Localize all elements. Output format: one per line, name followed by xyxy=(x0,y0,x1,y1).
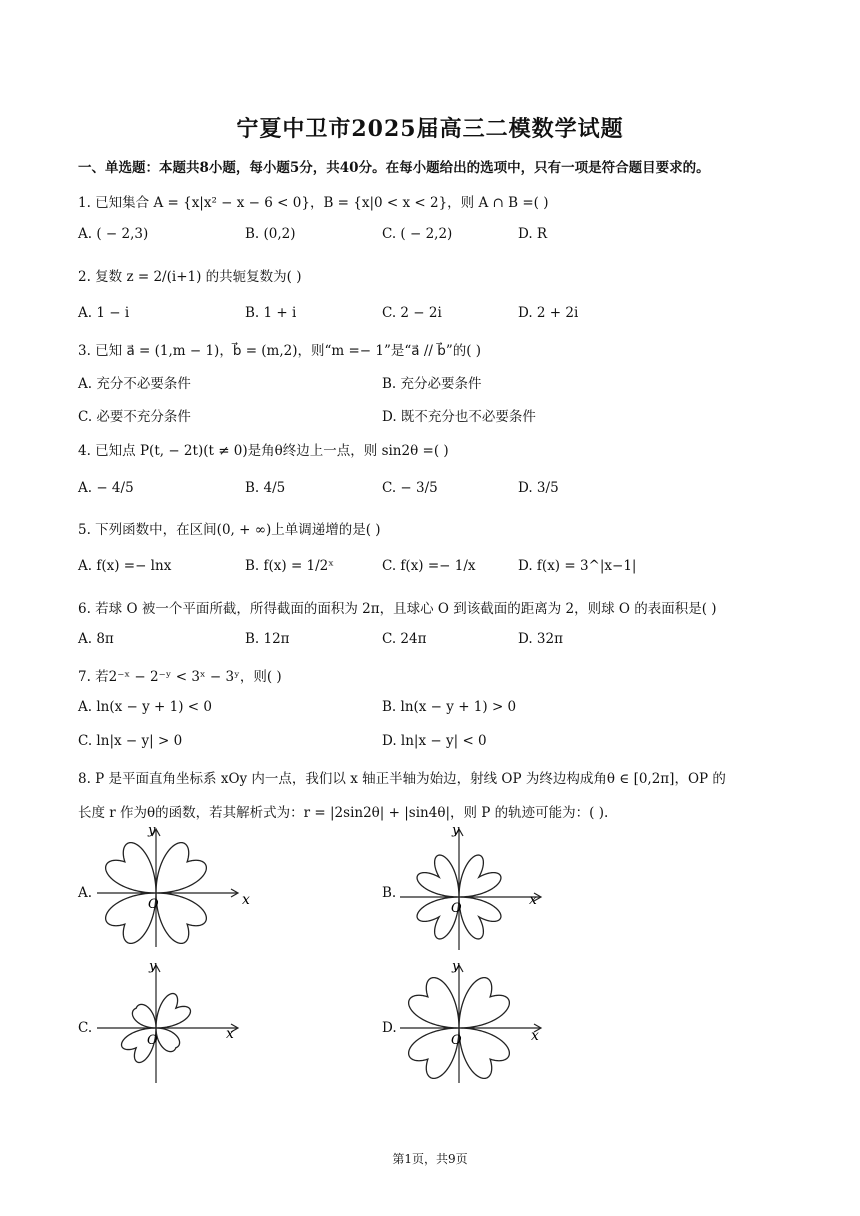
question-8-figure-d xyxy=(395,958,555,1093)
x-axis-label: x xyxy=(242,892,250,908)
x-axis-label: x xyxy=(531,1028,539,1044)
question-8-option-d: D. xyxy=(382,1020,397,1036)
question-6-option-b: B. 12π xyxy=(245,631,290,647)
question-4-option-d: D. 3/5 xyxy=(518,480,559,496)
question-5-stem: 5. 下列函数中，在区间(0, + ∞)上单调递增的是( ) xyxy=(78,522,381,538)
question-2-option-a: A. 1 − i xyxy=(78,305,130,321)
question-1-option-b: B. (0,2) xyxy=(245,226,296,242)
origin-label: O xyxy=(147,1033,158,1048)
page-title: 宁夏中卫市2025届高三二模数学试题 xyxy=(236,116,624,142)
question-7-stem: 7. 若2⁻ˣ − 2⁻ʸ < 3ˣ − 3ʸ，则( ) xyxy=(78,669,282,685)
origin-label: O xyxy=(451,901,462,916)
question-3-option-b: B. 充分必要条件 xyxy=(382,376,482,392)
question-8-option-b: B. xyxy=(382,885,397,901)
question-4-option-b: B. 4/5 xyxy=(245,480,286,496)
y-axis-label: y xyxy=(452,823,460,838)
y-axis-label: y xyxy=(452,959,460,974)
question-8-figure-c xyxy=(92,958,252,1093)
question-6-option-a: A. 8π xyxy=(78,631,114,647)
question-5-option-b: B. f(x) = 1/2ˣ xyxy=(245,558,334,574)
question-6-option-d: D. 32π xyxy=(518,631,563,647)
question-1-stem: 1. 已知集合 A = {x|x² − x − 6 < 0}，B = {x|0 < x < 2}，则 A ∩ B =( ) xyxy=(78,195,549,211)
x-axis-label: x xyxy=(529,892,537,908)
question-1-option-a: A. ( − 2,3) xyxy=(78,226,149,242)
question-2-option-d: D. 2 + 2i xyxy=(518,305,579,321)
page-footer: 第1页，共9页 xyxy=(392,1152,468,1166)
question-3-option-d: D. 既不充分也不必要条件 xyxy=(382,409,536,425)
question-5-option-d: D. f(x) = 3^|x−1| xyxy=(518,558,637,574)
question-8-option-c: C. xyxy=(78,1020,93,1036)
question-5-option-c: C. f(x) =− 1/x xyxy=(382,558,476,574)
origin-label: O xyxy=(148,897,159,912)
question-8-stem-line-2: 长度 r 作为θ的函数，若其解析式为：r = |2sin2θ| + |sin4θ|，则 P 的轨迹可能为：( ). xyxy=(78,805,609,821)
question-6-stem: 6. 若球 O 被一个平面所截，所得截面的面积为 2π，且球心 O 到该截面的距离为 2，则球 O 的表面积是( ) xyxy=(78,601,717,617)
question-4-option-a: A. − 4/5 xyxy=(78,480,134,496)
question-6-option-c: C. 24π xyxy=(382,631,427,647)
question-8-figure-a xyxy=(92,822,252,957)
y-axis-label: y xyxy=(149,959,157,974)
question-3-option-a: A. 充分不必要条件 xyxy=(78,376,191,392)
question-2-option-c: C. 2 − 2i xyxy=(382,305,442,321)
question-4-option-c: C. − 3/5 xyxy=(382,480,438,496)
question-8-figure-b xyxy=(395,822,555,957)
question-2-stem: 2. 复数 z = 2/(i+1) 的共轭复数为( ) xyxy=(78,269,302,285)
question-7-option-c: C. ln|x − y| > 0 xyxy=(78,733,183,749)
question-1-option-c: C. ( − 2,2) xyxy=(382,226,453,242)
question-1-option-d: D. R xyxy=(518,226,548,242)
x-axis-label: x xyxy=(226,1026,234,1042)
question-8-option-a: A. xyxy=(78,885,93,901)
y-axis-label: y xyxy=(148,823,156,838)
origin-label: O xyxy=(451,1033,462,1048)
question-2-option-b: B. 1 + i xyxy=(245,305,297,321)
section-heading: 一、单选题：本题共8小题，每小题5分，共40分。在每小题给出的选项中，只有一项是符合题目要求的。 xyxy=(78,160,710,176)
question-8-stem-line-1: 8. P 是平面直角坐标系 xOy 内一点，我们以 x 轴正半轴为始边，射线 OP 为终边构成角θ ∈ [0,2π]，OP 的 xyxy=(78,771,726,787)
question-7-option-d: D. ln|x − y| < 0 xyxy=(382,733,487,749)
question-7-option-a: A. ln(x − y + 1) < 0 xyxy=(78,699,212,715)
question-3-option-c: C. 必要不充分条件 xyxy=(78,409,191,425)
question-5-option-a: A. f(x) =− lnx xyxy=(78,558,172,574)
question-3-stem: 3. 已知 a⃗ = (1,m − 1)，b⃗ = (m,2)，则“m =− 1”是“a⃗ // b⃗”的( ) xyxy=(78,343,482,359)
question-7-option-b: B. ln(x − y + 1) > 0 xyxy=(382,699,517,715)
question-4-stem: 4. 已知点 P(t, − 2t)(t ≠ 0)是角θ终边上一点，则 sin2θ =( ) xyxy=(78,443,449,459)
